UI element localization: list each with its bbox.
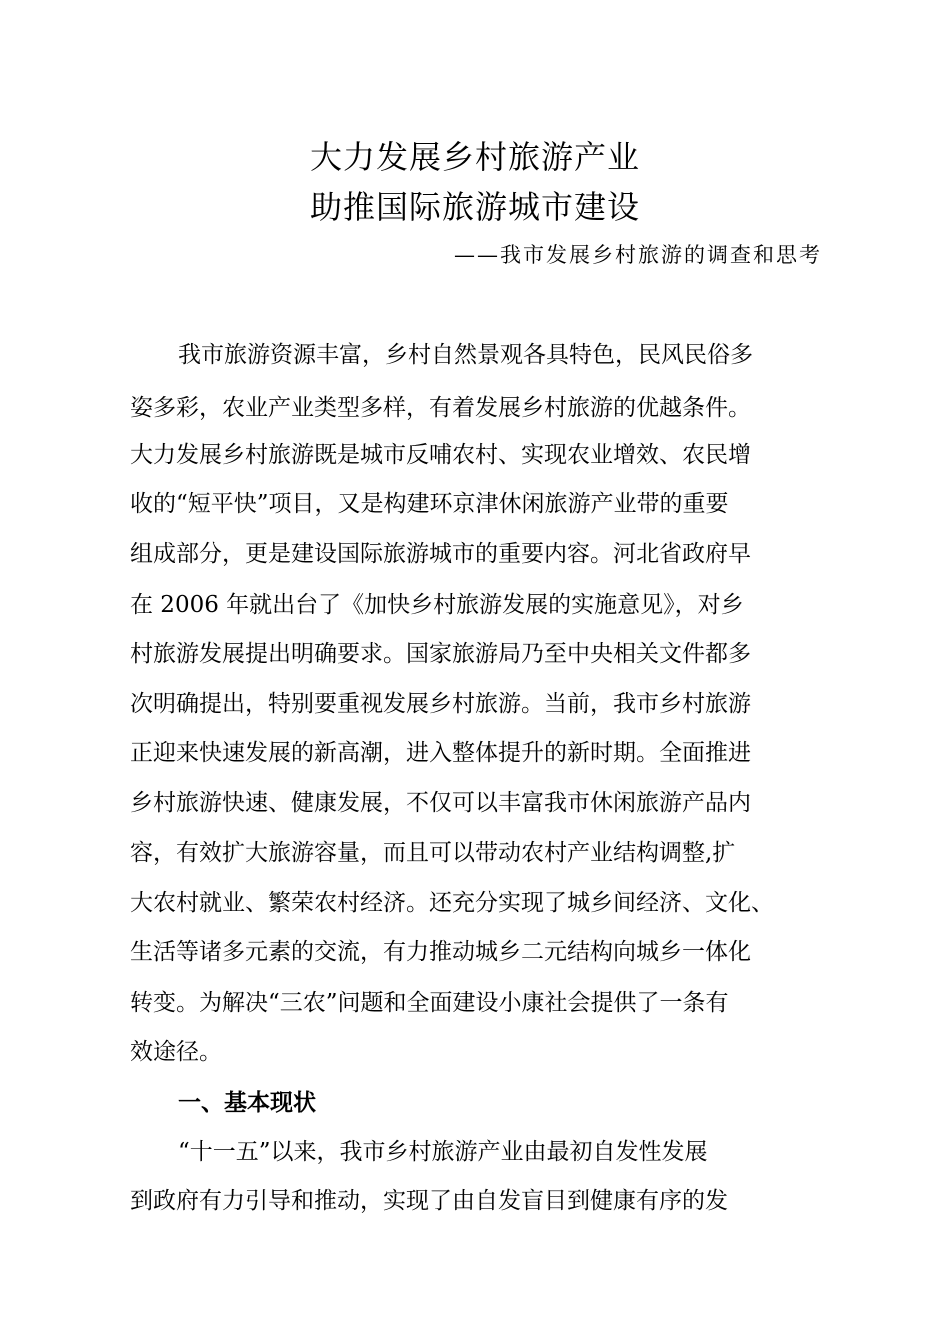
paragraph-line: 生活等诸多元素的交流，有力推动城乡二元结构向城乡一体化 <box>130 939 751 965</box>
paragraph-line: 转变。为解决“三农”问题和全面建设小康社会提供了一条有 <box>130 990 729 1016</box>
paragraph-line: 到政府有力引导和推动，实现了由自发盲目到健康有序的发 <box>130 1188 728 1214</box>
paragraph-line: 乡村旅游快速、健康发展，不仅可以丰富我市休闲旅游产品内 <box>130 790 751 816</box>
section-heading: 一、基本现状 <box>178 1089 316 1116</box>
paragraph-line: 大力发展乡村旅游既是城市反哺农村、实现农业增效、农民增 <box>130 442 751 468</box>
paragraph-line: 收的“短平快”项目，又是构建环京津休闲旅游产业带的重要 <box>130 491 729 517</box>
paragraph-line: 村旅游发展提出明确要求。国家旅游局乃至中央相关文件都多 <box>130 641 751 667</box>
paragraph-line: 我市旅游资源丰富，乡村自然景观各具特色，民风民俗多 <box>178 342 753 368</box>
paragraph-line: 组成部分，更是建设国际旅游城市的重要内容。河北省政府早 <box>130 541 751 567</box>
title-line-1: 大力发展乡村旅游产业 <box>309 138 640 176</box>
paragraph-line: 大农村就业、繁荣农村经济。还充分实现了城乡间经济、文化、 <box>130 890 774 916</box>
paragraph-line: “十一五”以来，我市乡村旅游产业由最初自发性发展 <box>178 1139 708 1165</box>
title-line-2: 助推国际旅游城市建设 <box>309 188 640 226</box>
paragraph-line: 在 2006 年就出台了《加快乡村旅游发展的实施意见》，对乡 <box>130 592 744 618</box>
subtitle: ——我市发展乡村旅游的调查和思考 <box>454 243 822 267</box>
paragraph-line: 次明确提出，特别要重视发展乡村旅游。当前，我市乡村旅游 <box>130 691 751 717</box>
paragraph-line: 容，有效扩大旅游容量，而且可以带动农村产业结构调整,扩 <box>130 840 736 866</box>
paragraph-line: 效途径。 <box>130 1039 222 1065</box>
paragraph-line: 正迎来快速发展的新高潮，进入整体提升的新时期。全面推进 <box>130 740 751 766</box>
paragraph-line: 姿多彩，农业产业类型多样，有着发展乡村旅游的优越条件。 <box>130 395 751 421</box>
